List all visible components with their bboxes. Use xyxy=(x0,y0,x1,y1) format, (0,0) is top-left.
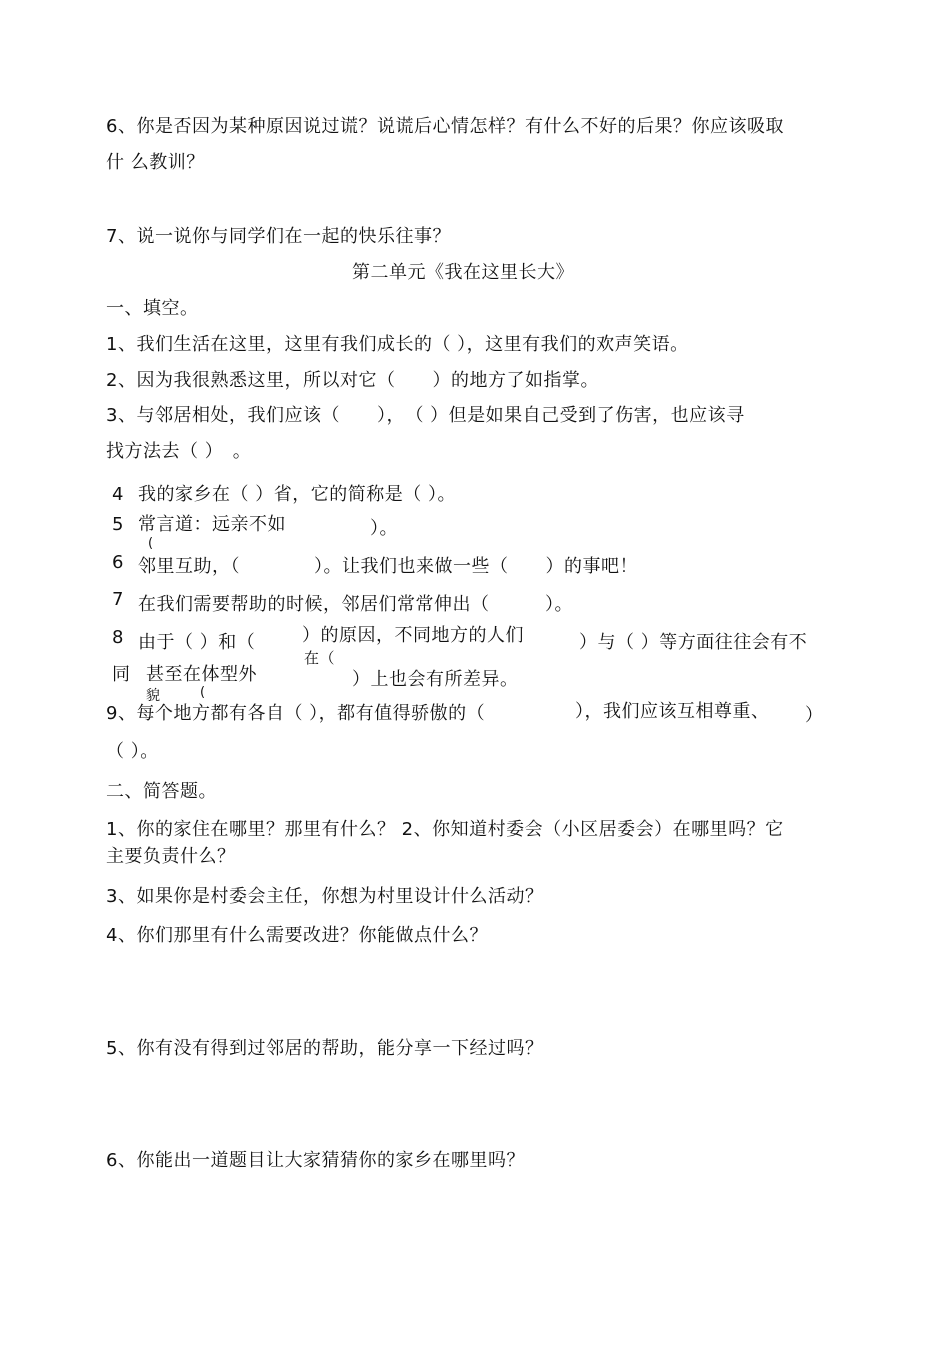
question-7: 7、说一说你与同学们在一起的快乐往事？ xyxy=(106,226,451,247)
question-6-line-2: 什 么教训？ xyxy=(106,152,205,173)
fill-item-9-part-a: 9、每个地方都有各自（ ），都有值得骄傲的（ xyxy=(106,703,486,724)
short-answer-3: 3、如果你是村委会主任，你想为村里设计什么活动？ xyxy=(106,886,544,907)
section-fill-heading: 一、填空。 xyxy=(106,298,199,319)
fill-item-5-end: ）。 xyxy=(370,518,398,539)
short-answer-6: 6、你能出一道题目让大家猜猜你的家乡在哪里吗？ xyxy=(106,1150,525,1171)
short-answer-1-line-2: 主要负责什么？ xyxy=(106,846,236,867)
fill-item-3-line-2: 找方法去（ ） 。 xyxy=(106,441,252,462)
fill-item-7: 在我们需要帮助的时候，邻居们常常伸出（ ）。 xyxy=(138,594,573,615)
fill-item-5-number: 5 xyxy=(112,514,124,535)
fill-item-1: 1、我们生活在这里，这里有我们成长的（ ），这里有我们的欢声笑语。 xyxy=(106,334,689,355)
fill-item-3-line-1: 3、与邻居相处，我们应该（ ）， （ ）但是如果自己受到了伤害，也应该寻 xyxy=(106,405,745,426)
short-answer-4: 4、你们那里有什么需要改进？你能做点什么？ xyxy=(106,925,488,946)
fill-item-4: 我的家乡在（ ）省，它的简称是（ ）。 xyxy=(138,484,456,505)
fill-item-6-number: 6 xyxy=(112,552,124,573)
fill-item-8-line-2-b: ）上也会有所差异。 xyxy=(352,669,519,690)
section-short-answer-heading: 二、简答题。 xyxy=(106,781,217,802)
fill-item-8-part-b: ）的原因，不同地方的人们 xyxy=(302,625,524,646)
fill-item-8-fragment-2: 貌 xyxy=(146,688,161,704)
fill-item-8-fragment: 在（ xyxy=(304,649,336,667)
short-answer-1-line-1: 1、你的家住在哪里？那里有什么？ 2、你知道村委会（小区居委会）在哪里吗？它 xyxy=(106,819,784,840)
question-6-line-1: 6、你是否因为某种原因说过谎？说谎后心情怎样？有什么不好的后果？你应该吸取 xyxy=(106,116,784,137)
fill-item-8-part-a: 由于（ ）和（ xyxy=(138,632,256,653)
fill-item-9-part-c: ） xyxy=(805,705,824,726)
fill-item-9-part-b: ），我们应该互相尊重、 xyxy=(575,701,770,722)
stray-paren-mark: ( xyxy=(148,536,154,551)
fill-item-5: 常言道：远亲不如 xyxy=(138,514,286,535)
stray-paren-mark-2: ( xyxy=(200,685,206,700)
fill-item-8-line-2-a: 甚至在体型外 xyxy=(146,664,257,685)
fill-item-4-number: 4 xyxy=(112,484,124,505)
unit-title: 第二单元《我在这里长大》 xyxy=(352,262,574,283)
fill-item-6: 邻里互助，（ ）。让我们也来做一些（ ）的事吧！ xyxy=(138,556,638,577)
fill-item-8-part-c: ）与（ ）等方面往往会有不 xyxy=(579,632,808,653)
fill-item-8-line-2-start: 同 xyxy=(112,664,131,685)
fill-item-9-line-2: （ ）。 xyxy=(106,741,159,762)
short-answer-5: 5、你有没有得到过邻居的帮助，能分享一下经过吗？ xyxy=(106,1038,544,1059)
fill-item-2: 2、因为我很熟悉这里，所以对它（ ）的地方了如指掌。 xyxy=(106,370,599,391)
fill-item-8-number: 8 xyxy=(112,627,124,648)
fill-item-7-number: 7 xyxy=(112,589,124,610)
